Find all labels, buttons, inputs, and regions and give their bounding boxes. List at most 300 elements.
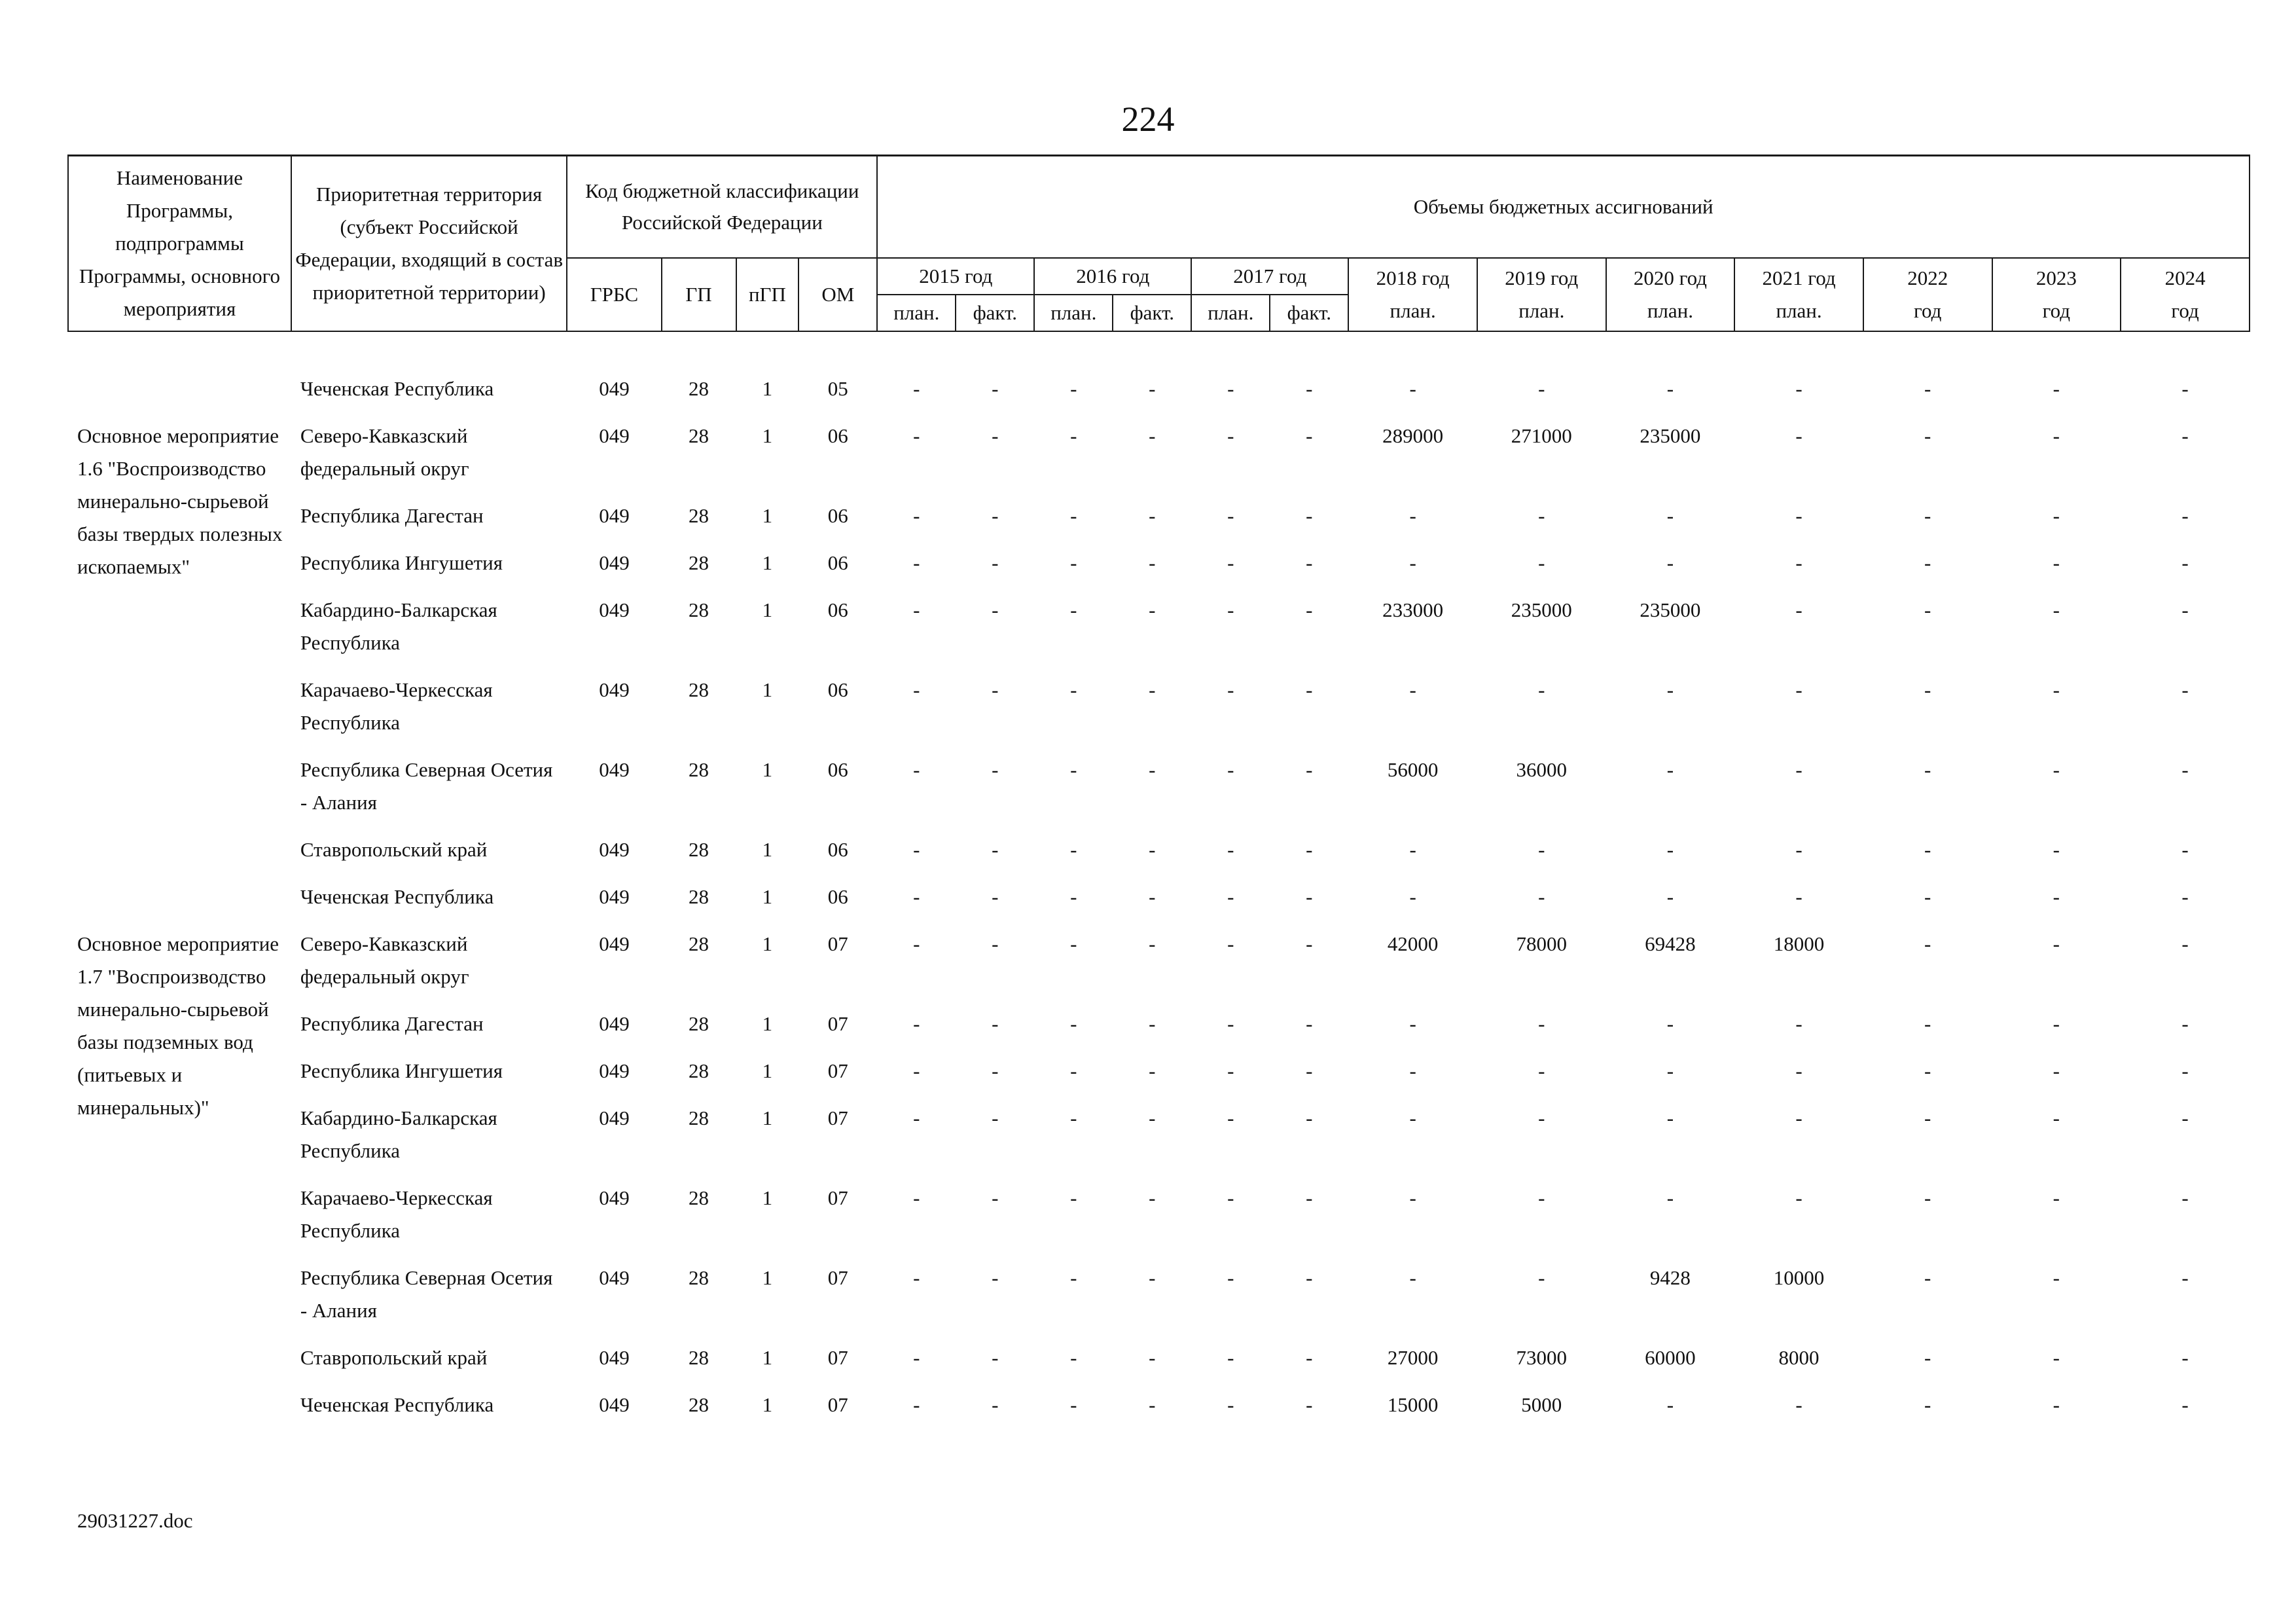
budget-value: - <box>1149 758 1156 781</box>
budget-value: - <box>1924 1346 1931 1369</box>
budget-value: - <box>1149 1106 1156 1129</box>
budget-value: - <box>992 1346 999 1369</box>
budget-value: - <box>1070 758 1077 781</box>
budget-value: - <box>2181 377 2189 400</box>
code-pgp: 1 <box>762 1186 773 1209</box>
budget-value: - <box>1924 377 1931 400</box>
budget-value: 15000 <box>1387 1393 1439 1416</box>
territory-name: Республика Северная Осетия - Алания <box>300 758 553 814</box>
code-gp: 28 <box>689 885 709 908</box>
budget-value: - <box>1795 551 1803 574</box>
budget-value: - <box>1666 1012 1674 1035</box>
header-om: ОМ <box>798 258 877 331</box>
budget-value: - <box>1409 838 1416 861</box>
table-row <box>68 1008 2250 1055</box>
code-om: 07 <box>827 1393 848 1416</box>
budget-value: - <box>992 838 999 861</box>
header-2015-plan: план. <box>877 295 956 331</box>
budget-value: 271000 <box>1511 424 1572 447</box>
code-pgp: 1 <box>762 504 773 527</box>
budget-value: - <box>1795 838 1803 861</box>
budget-value: - <box>1306 678 1313 701</box>
budget-value: - <box>913 598 920 621</box>
budget-value: - <box>2053 377 2060 400</box>
header-program: Наименование Программы, подпрограммы Программы, основного мероприятия <box>68 156 291 332</box>
budget-value: - <box>913 1346 920 1369</box>
code-pgp: 1 <box>762 1346 773 1369</box>
budget-value: - <box>1070 885 1077 908</box>
budget-value: - <box>992 758 999 781</box>
code-gp: 28 <box>689 1346 709 1369</box>
budget-value: - <box>992 932 999 955</box>
budget-value: - <box>1149 932 1156 955</box>
budget-value: 235000 <box>1640 598 1701 621</box>
budget-value: - <box>2181 678 2189 701</box>
budget-value: - <box>1795 1106 1803 1129</box>
budget-value: - <box>992 424 999 447</box>
budget-value: - <box>1306 377 1313 400</box>
budget-value: - <box>2053 1012 2060 1035</box>
budget-value: - <box>2053 885 2060 908</box>
budget-value: - <box>1409 1012 1416 1035</box>
budget-value: - <box>2053 1393 2060 1416</box>
budget-value: - <box>992 1393 999 1416</box>
budget-value: - <box>1924 678 1931 701</box>
budget-value: - <box>1227 377 1234 400</box>
budget-value: - <box>1070 678 1077 701</box>
budget-value: - <box>1227 758 1234 781</box>
budget-value: - <box>2053 1346 2060 1369</box>
budget-value: - <box>1070 932 1077 955</box>
code-grbs: 049 <box>599 504 630 527</box>
budget-value: - <box>1409 504 1416 527</box>
budget-value: - <box>1795 758 1803 781</box>
budget-value: - <box>2181 504 2189 527</box>
territory-name: Республика Дагестан <box>300 504 484 527</box>
budget-value: - <box>2053 551 2060 574</box>
table-row <box>68 331 2250 420</box>
territory-name: Северо-Кавказский федеральный округ <box>300 932 469 988</box>
budget-value: - <box>1306 838 1313 861</box>
budget-value: - <box>2181 1186 2189 1209</box>
budget-value: - <box>1227 678 1234 701</box>
code-pgp: 1 <box>762 424 773 447</box>
code-grbs: 049 <box>599 377 630 400</box>
budget-value: 9428 <box>1649 1266 1691 1289</box>
code-om: 07 <box>827 1266 848 1289</box>
budget-value: - <box>1924 504 1931 527</box>
budget-value: - <box>1538 551 1545 574</box>
budget-value: - <box>2053 504 2060 527</box>
budget-value: - <box>1924 838 1931 861</box>
budget-value: 8000 <box>1778 1346 1820 1369</box>
budget-value: - <box>1070 1346 1077 1369</box>
budget-value: - <box>1070 1266 1077 1289</box>
budget-value: - <box>1924 1012 1931 1035</box>
budget-value: - <box>1149 1059 1156 1082</box>
budget-value: - <box>1306 1059 1313 1082</box>
code-om: 07 <box>827 1012 848 1035</box>
budget-value: - <box>2053 678 2060 701</box>
budget-value: - <box>1227 885 1234 908</box>
code-pgp: 1 <box>762 1012 773 1035</box>
budget-value: - <box>1070 1186 1077 1209</box>
code-om: 07 <box>827 932 848 955</box>
page-number: 224 <box>1121 100 1175 139</box>
table-row <box>68 833 2250 881</box>
budget-value: - <box>1409 1059 1416 1082</box>
budget-value: - <box>2181 1266 2189 1289</box>
budget-value: - <box>2053 424 2060 447</box>
header-volumes: Объемы бюджетных ассигнований <box>877 156 2250 259</box>
territory-name: Чеченская Республика <box>300 1393 494 1416</box>
code-grbs: 049 <box>599 1012 630 1035</box>
header-year-2022: 2022 год <box>1863 258 1992 331</box>
budget-value: - <box>913 424 920 447</box>
budget-value: - <box>1306 504 1313 527</box>
code-grbs: 049 <box>599 1106 630 1129</box>
code-om: 06 <box>827 551 848 574</box>
budget-value: - <box>1227 1012 1234 1035</box>
budget-value: - <box>913 551 920 574</box>
budget-value: - <box>1227 1106 1234 1129</box>
budget-value: - <box>2181 598 2189 621</box>
budget-value: - <box>1795 598 1803 621</box>
territory-name: Карачаево-Черкесская Республика <box>300 678 493 734</box>
code-grbs: 049 <box>599 838 630 861</box>
code-gp: 28 <box>689 678 709 701</box>
budget-value: - <box>2053 758 2060 781</box>
budget-value: - <box>2181 424 2189 447</box>
header-year-2021: 2021 год план. <box>1734 258 1863 331</box>
code-gp: 28 <box>689 1266 709 1289</box>
budget-value: 36000 <box>1516 758 1568 781</box>
code-pgp: 1 <box>762 885 773 908</box>
table-row <box>68 420 2250 500</box>
code-grbs: 049 <box>599 678 630 701</box>
budget-value: - <box>2181 1059 2189 1082</box>
budget-value: - <box>1924 551 1931 574</box>
budget-value: - <box>1149 1346 1156 1369</box>
table-header <box>68 156 2250 332</box>
budget-value: - <box>992 377 999 400</box>
budget-value: - <box>1795 424 1803 447</box>
budget-value: - <box>1666 377 1674 400</box>
budget-value: - <box>913 678 920 701</box>
header-year-2018: 2018 год план. <box>1348 258 1477 331</box>
program-name: Основное мероприятие 1.7 "Воспроизводство минерально-сырьевой базы подземных вод (питьевых и минеральных)" <box>77 932 279 1119</box>
header-year-2016: 2016 год <box>1034 258 1191 295</box>
budget-value: - <box>1795 504 1803 527</box>
code-gp: 28 <box>689 1186 709 1209</box>
code-om: 07 <box>827 1186 848 1209</box>
budget-value: - <box>1924 1106 1931 1129</box>
code-gp: 28 <box>689 377 709 400</box>
budget-value: - <box>1666 1059 1674 1082</box>
budget-value: - <box>1149 885 1156 908</box>
code-om: 06 <box>827 885 848 908</box>
table-row <box>68 881 2250 928</box>
budget-value: 78000 <box>1516 932 1568 955</box>
budget-value: - <box>1409 551 1416 574</box>
header-pgp: пГП <box>736 258 799 331</box>
budget-value: - <box>992 1012 999 1035</box>
code-pgp: 1 <box>762 758 773 781</box>
budget-value: - <box>1149 504 1156 527</box>
budget-value: - <box>1666 551 1674 574</box>
budget-value: - <box>1924 598 1931 621</box>
budget-value: - <box>1924 758 1931 781</box>
budget-value: - <box>992 1266 999 1289</box>
code-om: 06 <box>827 838 848 861</box>
budget-value: - <box>1795 1012 1803 1035</box>
budget-value: - <box>2181 1393 2189 1416</box>
code-pgp: 1 <box>762 1393 773 1416</box>
budget-value: - <box>1227 1059 1234 1082</box>
budget-value: 5000 <box>1521 1393 1562 1416</box>
budget-value: - <box>2181 838 2189 861</box>
budget-value: 235000 <box>1640 424 1701 447</box>
table-body <box>68 331 2250 1436</box>
program-name: Основное мероприятие 1.6 "Воспроизводство минерально-сырьевой базы твердых полезных ископаемых" <box>77 424 283 578</box>
budget-value: - <box>992 1186 999 1209</box>
budget-value: - <box>2181 758 2189 781</box>
header-year-2017: 2017 год <box>1191 258 1348 295</box>
code-om: 06 <box>827 424 848 447</box>
budget-value: - <box>1666 758 1674 781</box>
budget-value: - <box>1666 1393 1674 1416</box>
budget-table <box>67 155 2250 1436</box>
budget-value: - <box>1538 1186 1545 1209</box>
code-om: 06 <box>827 598 848 621</box>
budget-value: - <box>1666 1106 1674 1129</box>
budget-value: - <box>1306 1106 1313 1129</box>
budget-value: - <box>1227 424 1234 447</box>
code-pgp: 1 <box>762 932 773 955</box>
budget-value: - <box>1538 1059 1545 1082</box>
budget-value: - <box>1306 932 1313 955</box>
budget-value: - <box>913 1059 920 1082</box>
header-gp: ГП <box>662 258 736 331</box>
budget-value: - <box>1149 1186 1156 1209</box>
budget-value: - <box>1070 838 1077 861</box>
code-grbs: 049 <box>599 885 630 908</box>
territory-name: Кабардино-Балкарская Республика <box>300 598 497 654</box>
header-year-2023: 2023 год <box>1992 258 2121 331</box>
code-pgp: 1 <box>762 1106 773 1129</box>
code-pgp: 1 <box>762 377 773 400</box>
budget-value: - <box>1149 424 1156 447</box>
code-gp: 28 <box>689 932 709 955</box>
code-om: 07 <box>827 1059 848 1082</box>
header-grbs: ГРБС <box>567 258 661 331</box>
budget-value: - <box>992 551 999 574</box>
code-pgp: 1 <box>762 551 773 574</box>
table-row <box>68 674 2250 754</box>
budget-value: - <box>1227 504 1234 527</box>
budget-value: - <box>1924 1059 1931 1082</box>
budget-value: - <box>1070 424 1077 447</box>
territory-name: Республика Дагестан <box>300 1012 484 1035</box>
code-gp: 28 <box>689 758 709 781</box>
budget-value: - <box>1409 377 1416 400</box>
budget-value: 289000 <box>1382 424 1444 447</box>
budget-value: 42000 <box>1387 932 1439 955</box>
code-gp: 28 <box>689 1059 709 1082</box>
budget-value: 56000 <box>1387 758 1439 781</box>
code-gp: 28 <box>689 838 709 861</box>
budget-value: - <box>1538 678 1545 701</box>
territory-name: Кабардино-Балкарская Республика <box>300 1106 497 1162</box>
budget-value: - <box>1306 1186 1313 1209</box>
header-year-2015: 2015 год <box>877 258 1034 295</box>
territory-name: Северо-Кавказский федеральный округ <box>300 424 469 480</box>
code-grbs: 049 <box>599 551 630 574</box>
budget-value: - <box>1149 1266 1156 1289</box>
territory-name: Ставропольский край <box>300 838 488 861</box>
budget-value: - <box>1149 1393 1156 1416</box>
header-year-2019: 2019 год план. <box>1477 258 1606 331</box>
program-name <box>68 331 291 420</box>
budget-value: - <box>913 1106 920 1129</box>
header-2017-fact: факт. <box>1270 295 1348 331</box>
budget-value: 10000 <box>1773 1266 1825 1289</box>
budget-value: - <box>1538 1266 1545 1289</box>
budget-value: - <box>1538 377 1545 400</box>
budget-value: - <box>1924 1186 1931 1209</box>
code-pgp: 1 <box>762 838 773 861</box>
budget-value: - <box>913 504 920 527</box>
header-year-2024: 2024 год <box>2121 258 2250 331</box>
budget-value: - <box>1227 551 1234 574</box>
budget-value: - <box>1149 598 1156 621</box>
budget-value: - <box>1306 1393 1313 1416</box>
code-om: 06 <box>827 758 848 781</box>
budget-value: - <box>1070 1106 1077 1129</box>
budget-value: - <box>1795 377 1803 400</box>
budget-value: - <box>1306 598 1313 621</box>
code-pgp: 1 <box>762 678 773 701</box>
budget-value: - <box>2053 1106 2060 1129</box>
budget-value: - <box>1070 598 1077 621</box>
code-pgp: 1 <box>762 598 773 621</box>
budget-value: - <box>1795 1186 1803 1209</box>
code-pgp: 1 <box>762 1266 773 1289</box>
code-om: 05 <box>827 377 848 400</box>
budget-value: - <box>1666 1186 1674 1209</box>
budget-value: - <box>1227 1186 1234 1209</box>
code-grbs: 049 <box>599 1059 630 1082</box>
budget-value: 69428 <box>1645 932 1696 955</box>
budget-value: - <box>1306 1012 1313 1035</box>
budget-value: - <box>1538 504 1545 527</box>
budget-value: - <box>2181 885 2189 908</box>
budget-value: - <box>2181 551 2189 574</box>
budget-value: - <box>913 1266 920 1289</box>
budget-value: - <box>1227 598 1234 621</box>
table-row <box>68 1341 2250 1389</box>
budget-value: 60000 <box>1645 1346 1696 1369</box>
code-grbs: 049 <box>599 1393 630 1416</box>
code-grbs: 049 <box>599 598 630 621</box>
budget-value: - <box>1538 885 1545 908</box>
budget-value: - <box>2053 598 2060 621</box>
budget-value: - <box>1795 678 1803 701</box>
header-2017-plan: план. <box>1191 295 1270 331</box>
budget-value: - <box>1149 678 1156 701</box>
budget-value: - <box>992 1059 999 1082</box>
code-grbs: 049 <box>599 424 630 447</box>
code-gp: 28 <box>689 1393 709 1416</box>
budget-value: - <box>2053 1186 2060 1209</box>
budget-value: - <box>1409 1106 1416 1129</box>
budget-value: 235000 <box>1511 598 1572 621</box>
budget-value: - <box>1666 885 1674 908</box>
header-2016-plan: план. <box>1034 295 1113 331</box>
budget-value: - <box>1070 504 1077 527</box>
budget-value: - <box>1149 1012 1156 1035</box>
budget-value: - <box>913 1186 920 1209</box>
budget-value: - <box>1306 758 1313 781</box>
budget-value: - <box>913 838 920 861</box>
header-territory: Приоритетная территория (субъект Российской Федерации, входящий в состав приоритетной территории) <box>291 156 567 332</box>
budget-value: - <box>2181 1106 2189 1129</box>
budget-value: 73000 <box>1516 1346 1568 1369</box>
budget-value: - <box>1070 1059 1077 1082</box>
budget-value: - <box>1306 885 1313 908</box>
table-row <box>68 1182 2250 1262</box>
budget-value: - <box>992 598 999 621</box>
budget-value: - <box>1227 838 1234 861</box>
budget-value: - <box>2053 838 2060 861</box>
budget-value: - <box>1306 1266 1313 1289</box>
budget-value: - <box>913 1393 920 1416</box>
budget-value: - <box>1538 1012 1545 1035</box>
budget-value: - <box>1795 1393 1803 1416</box>
code-gp: 28 <box>689 1106 709 1129</box>
code-grbs: 049 <box>599 932 630 955</box>
code-om: 06 <box>827 678 848 701</box>
budget-value: - <box>1409 1186 1416 1209</box>
territory-name: Республика Ингушетия <box>300 1059 503 1082</box>
table-row <box>68 1262 2250 1341</box>
budget-value: - <box>1409 678 1416 701</box>
header-2016-fact: факт. <box>1113 295 1191 331</box>
table-row <box>68 928 2250 1008</box>
budget-value: - <box>1070 551 1077 574</box>
budget-value: - <box>2181 932 2189 955</box>
code-grbs: 049 <box>599 1266 630 1289</box>
budget-value: - <box>992 678 999 701</box>
code-om: 06 <box>827 504 848 527</box>
document-code: 29031227.doc <box>77 1509 193 1532</box>
territory-name: Ставропольский край <box>300 1346 488 1369</box>
budget-value: - <box>2053 932 2060 955</box>
table-row <box>68 500 2250 547</box>
table-row <box>68 754 2250 833</box>
budget-value: - <box>1795 1059 1803 1082</box>
budget-value: - <box>1924 1393 1931 1416</box>
budget-value: - <box>1924 932 1931 955</box>
budget-value: - <box>913 932 920 955</box>
code-gp: 28 <box>689 598 709 621</box>
code-gp: 28 <box>689 504 709 527</box>
budget-value: 27000 <box>1387 1346 1439 1369</box>
budget-value: - <box>913 1012 920 1035</box>
table-row <box>68 547 2250 594</box>
code-grbs: 049 <box>599 758 630 781</box>
budget-value: 233000 <box>1382 598 1444 621</box>
